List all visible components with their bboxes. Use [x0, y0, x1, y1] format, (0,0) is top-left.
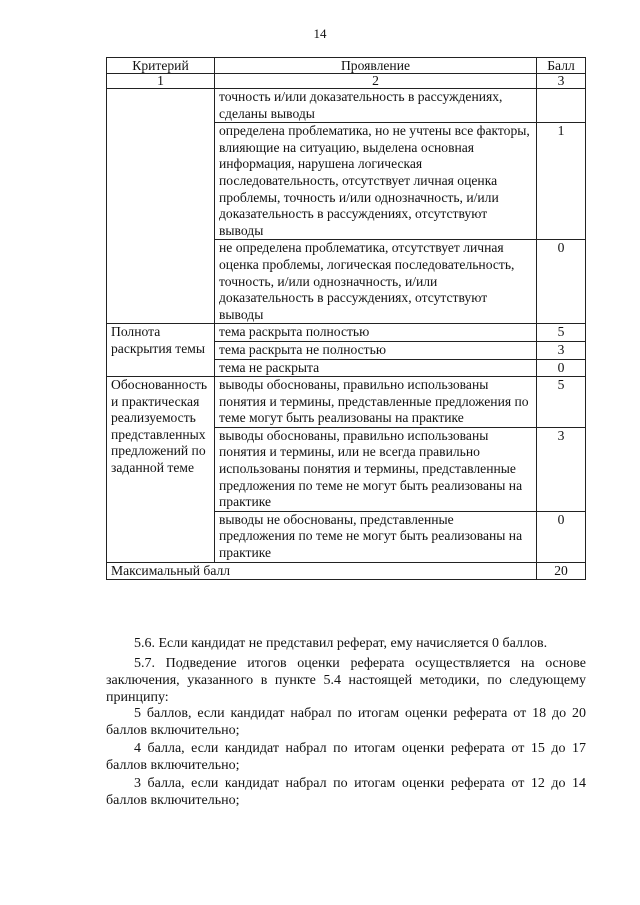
paragraph: 3 балла, если кандидат набрал по итогам оценки реферата от 12 до 14 баллов включительно; [106, 776, 586, 808]
criterion-cell: Обоснованность и практическая реализуемость представленных предложений по заданной теме [107, 377, 215, 563]
score-cell: 1 [537, 123, 586, 240]
column-number: 3 [537, 74, 586, 89]
manifestation-cell: не определена проблематика, отсутствует личная оценка проблемы, логическая последовательность, точность, и/или однозначность, и/или доказательность в рассуждениях, отсутствуют выводы [215, 240, 537, 324]
score-cell: 3 [537, 341, 586, 359]
column-number-row [107, 74, 586, 89]
table-row [107, 324, 586, 342]
manifestation-cell: определена проблематика, но не учтены все факторы, влияющие на ситуацию, выделена основная информация, нарушена логическая последовательность, отсутствует личная оценка проблемы, точность и/или однозначность, и/или доказательность в рассуждениях, отсутствуют выводы [215, 123, 537, 240]
criterion-cell-empty [107, 89, 215, 324]
score-cell [537, 89, 586, 123]
header-criterion: Критерий [107, 58, 215, 74]
column-number: 1 [107, 74, 215, 89]
manifestation-cell: точность и/или доказательность в рассуждениях, сделаны выводы [215, 89, 537, 123]
paragraph: 5 баллов, если кандидат набрал по итогам оценки реферата от 18 до 20 баллов включительно; [106, 706, 586, 738]
score-cell: 0 [537, 240, 586, 324]
page-number: 14 [313, 26, 327, 41]
manifestation-cell: выводы обоснованы, правильно использованы понятия и термины, или не всегда правильно использованы понятия и термины, представленные предложения по теме не могут быть реализованы на практике [215, 427, 537, 511]
max-score-value: 20 [537, 562, 586, 580]
manifestation-cell: выводы не обоснованы, представленные предложения по теме не могут быть реализованы на практике [215, 511, 537, 562]
table-header-row [107, 58, 586, 74]
header-manifestation: Проявление [215, 58, 537, 74]
paragraph: 4 балла, если кандидат набрал по итогам оценки реферата от 15 до 17 баллов включительно; [106, 741, 586, 773]
max-score-row [107, 562, 586, 580]
manifestation-cell: тема раскрыта не полностью [215, 341, 537, 359]
criteria-table [106, 57, 586, 580]
table-row [107, 377, 586, 428]
max-score-label: Максимальный балл [107, 562, 537, 580]
score-cell: 0 [537, 359, 586, 377]
manifestation-cell: тема не раскрыта [215, 359, 537, 377]
table-row [107, 89, 586, 123]
paragraph: 5.7. Подведение итогов оценки реферата осуществляется на основе заключения, указанного в пункте 5.4 настоящей методики, по следующему принципу: [106, 656, 586, 705]
manifestation-cell: выводы обоснованы, правильно использованы понятия и термины, представленные предложения по теме могут быть реализованы на практике [215, 377, 537, 428]
score-cell: 0 [537, 511, 586, 562]
manifestation-cell: тема раскрыта полностью [215, 324, 537, 342]
criterion-cell: Полнота раскрытия темы [107, 324, 215, 377]
score-cell: 5 [537, 324, 586, 342]
column-number: 2 [215, 74, 537, 89]
header-score: Балл [537, 58, 586, 74]
score-cell: 3 [537, 427, 586, 511]
paragraph: 5.6. Если кандидат не представил реферат, ему начисляется 0 баллов. [134, 636, 548, 651]
score-cell: 5 [537, 377, 586, 428]
